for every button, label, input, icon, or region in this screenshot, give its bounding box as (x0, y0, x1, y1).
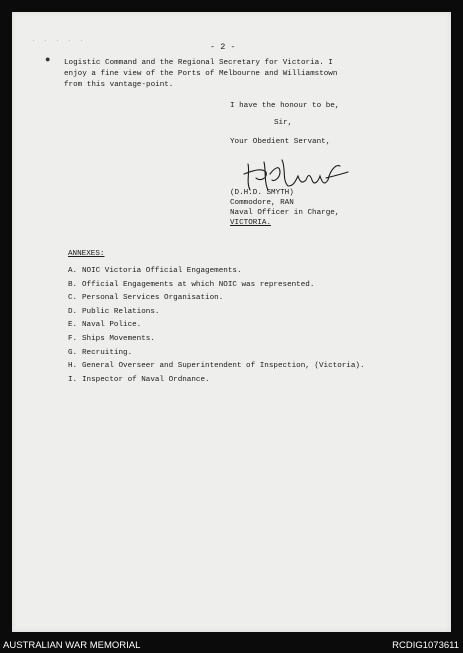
annex-text: General Overseer and Superintendent of Inspection, (Victoria). (82, 362, 365, 371)
body-line-2: enjoy a fine view of the Ports of Melbourne and Williamstown (64, 70, 338, 78)
annex-text: Official Engagements at which NOIC was represented. (82, 280, 315, 289)
annexes-list (68, 265, 365, 387)
annex-item (68, 333, 365, 347)
annex-letter: G. (68, 348, 78, 357)
body-line-1: Logistic Command and the Regional Secretary for Victoria. I (64, 59, 333, 67)
record-id: RCDIG1073611 (392, 640, 459, 651)
annex-letter: B. (68, 280, 78, 289)
body-line-3: from this vantage-point. (64, 81, 174, 89)
signatory-title: Naval Officer in Charge, (230, 209, 340, 217)
annex-item (68, 374, 365, 388)
annex-letter: H. (68, 362, 78, 371)
annex-text: NOIC Victoria Official Engagements. (82, 267, 242, 275)
archive-name: AUSTRALIAN WAR MEMORIAL (3, 640, 141, 651)
annex-item (68, 265, 365, 279)
annex-item (68, 279, 365, 293)
signatory-rank: Commodore, RAN (230, 199, 294, 207)
annex-text: Public Relations. (82, 307, 160, 316)
annex-letter: C. (68, 294, 78, 303)
annex-text: Personal Services Organisation. (82, 294, 224, 303)
annexes-heading: ANNEXES: (68, 250, 105, 258)
document-page (12, 12, 451, 632)
annex-item (68, 306, 365, 320)
annex-letter: D. (68, 307, 78, 316)
closing-salutation: Sir, (274, 119, 293, 127)
annex-letter: E. (68, 321, 78, 330)
annex-text: Naval Police. (82, 321, 142, 330)
page-number: - 2 - (210, 42, 236, 52)
annex-letter: A. (68, 267, 78, 275)
signatory-place: VICTORIA. (230, 219, 272, 227)
annex-item (68, 360, 365, 374)
closing-honour: I have the honour to be, (230, 102, 340, 110)
archive-footer (0, 638, 463, 653)
annex-item (68, 319, 365, 333)
paper-specks: · · · · · (32, 38, 87, 44)
annex-item (68, 347, 365, 361)
annex-text: Inspector of Naval Ordnance. (82, 375, 210, 384)
punch-mark: ● (45, 55, 51, 65)
signatory-name: (D.H.D. SMYTH) (230, 189, 294, 197)
annex-text: Recruiting. (82, 348, 133, 357)
annex-letter: F. (68, 334, 78, 343)
annex-item (68, 292, 365, 306)
annex-text: Ships Movements. (82, 334, 155, 343)
annex-letter: I. (68, 375, 78, 384)
closing-servant: Your Obedient Servant, (230, 138, 331, 146)
